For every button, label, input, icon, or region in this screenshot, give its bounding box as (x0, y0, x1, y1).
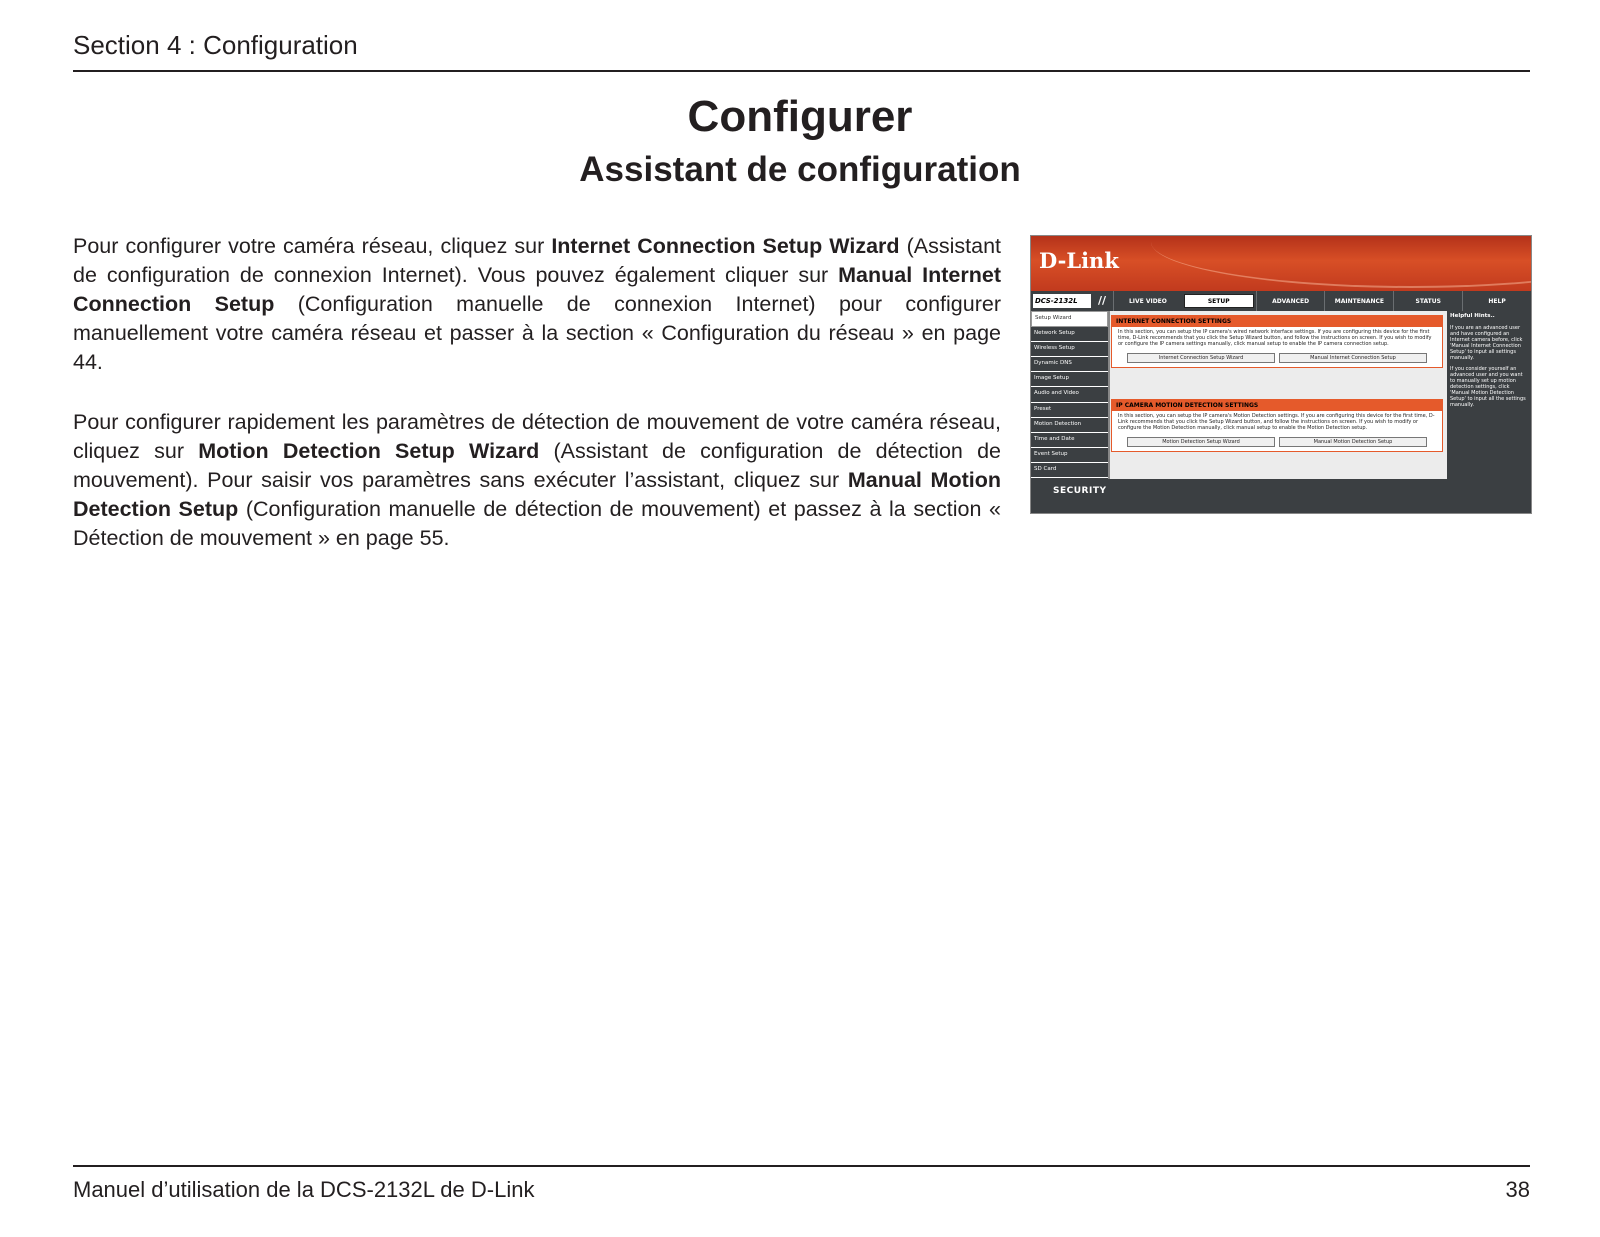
bold-internet-wizard: Internet Connection Setup Wizard (551, 234, 900, 258)
top-nav (1031, 291, 1531, 311)
text-segment: (Configuration manuelle de détection de mouvement) et passez à la section « Détection de mouvement » en page 55. (73, 497, 1001, 550)
section-header: Section 4 : Configuration (73, 30, 358, 60)
text-segment: Pour configurer rapidement les paramètres de détection de mouvement de votre caméra réseau, cliquez sur (73, 410, 1001, 463)
sidebar-item-preset[interactable]: Preset (1031, 403, 1108, 418)
header-rule (73, 70, 1530, 72)
text-segment: Pour configurer votre caméra réseau, cliquez sur (73, 234, 552, 258)
bold-manual-motion: Manual Motion Detection Setup (73, 468, 1001, 521)
text-segment: (Configuration manuelle de connexion Internet) pour configurer manuellement votre caméra réseau et passer à la section « Configuration du réseau » en page 44. (73, 292, 1001, 374)
hint-paragraph: If you consider yourself an advanced user and you want to manually set up motion detection settings, click 'Manual Motion Detection Setup' to input all the settings manually. (1450, 366, 1526, 408)
side-menu (1031, 311, 1110, 479)
internet-connection-panel (1111, 315, 1443, 368)
bold-manual-internet: Manual Internet Connection Setup (73, 263, 1001, 316)
sidebar-item-setup-wizard[interactable]: Setup Wizard (1031, 311, 1108, 327)
sidebar-item-sd-card[interactable]: SD Card (1031, 463, 1108, 478)
motion-panel-text: In this section, you can setup the IP camera's Motion Detection settings. If you are configuring this device for the first time, D-Link recommends that you click the Setup Wizard button, and follow the instructions on screen. If you wish to modify or configure the Motion Detection manually, click manual setup to enable the Motion Detection setup. (1118, 413, 1435, 432)
dlink-banner (1031, 236, 1531, 291)
helpful-hints (1447, 311, 1531, 479)
tab-live-video[interactable]: LIVE VIDEO (1113, 291, 1182, 311)
main-content (1111, 313, 1443, 479)
text-segment: (Assistant de configuration de connexion Internet). Vous pouvez également cliquer sur (73, 234, 1001, 287)
hint-paragraph: If you are an advanced user and have configured an Internet camera before, click 'Manual Internet Connection Setup' to input all settings manually. (1450, 325, 1523, 361)
motion-wizard-button[interactable]: Motion Detection Setup Wizard (1127, 437, 1275, 447)
tab-status[interactable]: STATUS (1393, 291, 1462, 311)
tab-help[interactable]: HELP (1462, 291, 1531, 311)
page-number: 38 (1505, 1177, 1530, 1202)
page-subtitle: Assistant de configuration (579, 150, 1021, 189)
paragraph-motion-setup (73, 408, 1001, 553)
tab-advanced[interactable]: ADVANCED (1256, 291, 1325, 311)
nav-slashes: // (1097, 294, 1107, 307)
motion-panel-heading: IP CAMERA MOTION DETECTION SETTINGS (1112, 400, 1442, 411)
paragraph-internet-setup (73, 232, 1001, 377)
bold-motion-wizard: Motion Detection Setup Wizard (198, 439, 540, 463)
motion-detection-panel (1111, 399, 1443, 452)
motion-button-row (1112, 434, 1442, 451)
dlink-logo: D-Link (1039, 248, 1119, 273)
sidebar-item-time-date[interactable]: Time and Date (1031, 433, 1108, 448)
sidebar-item-network-setup[interactable]: Network Setup (1031, 327, 1108, 342)
manual-motion-button[interactable]: Manual Motion Detection Setup (1279, 437, 1427, 447)
banner-swoosh (1151, 235, 1532, 288)
security-footer: SECURITY (1031, 479, 1531, 513)
hints-title: Helpful Hints.. (1450, 313, 1495, 319)
footer-rule (73, 1165, 1530, 1167)
sidebar-item-image-setup[interactable]: Image Setup (1031, 372, 1108, 387)
footer-manual-title: Manuel d’utilisation de la DCS-2132L de D-Link (73, 1177, 535, 1202)
model-label: DCS-2132L (1033, 294, 1091, 308)
dlink-setup-screenshot (1030, 235, 1532, 514)
internet-panel-heading: INTERNET CONNECTION SETTINGS (1112, 316, 1442, 327)
internet-button-row (1112, 350, 1442, 367)
sidebar-item-audio-video[interactable]: Audio and Video (1031, 387, 1108, 402)
manual-internet-button[interactable]: Manual Internet Connection Setup (1279, 353, 1427, 363)
sidebar-item-dynamic-dns[interactable]: Dynamic DNS (1031, 357, 1108, 372)
tab-maintenance[interactable]: MAINTENANCE (1324, 291, 1393, 311)
page-title: Configurer (687, 92, 913, 141)
sidebar-item-motion-detection[interactable]: Motion Detection (1031, 418, 1108, 433)
text-segment: (Assistant de configuration de détection de mouvement). Pour saisir vos paramètres sans exécuter l’assistant, cliquez sur (73, 439, 1001, 492)
tab-setup[interactable]: SETUP (1184, 294, 1254, 308)
internet-wizard-button[interactable]: Internet Connection Setup Wizard (1127, 353, 1275, 363)
internet-panel-text: In this section, you can setup the IP camera's wired network interface settings. If you are configuring this device for the first time, D-Link recommends that you click the Setup Wizard button, and follow the instructions on screen. If you wish to modify or configure the IP camera settings manually, click manual setup to enable the IP camera connection setup. (1118, 329, 1432, 348)
sidebar-item-wireless-setup[interactable]: Wireless Setup (1031, 342, 1108, 357)
sidebar-item-event-setup[interactable]: Event Setup (1031, 448, 1108, 463)
